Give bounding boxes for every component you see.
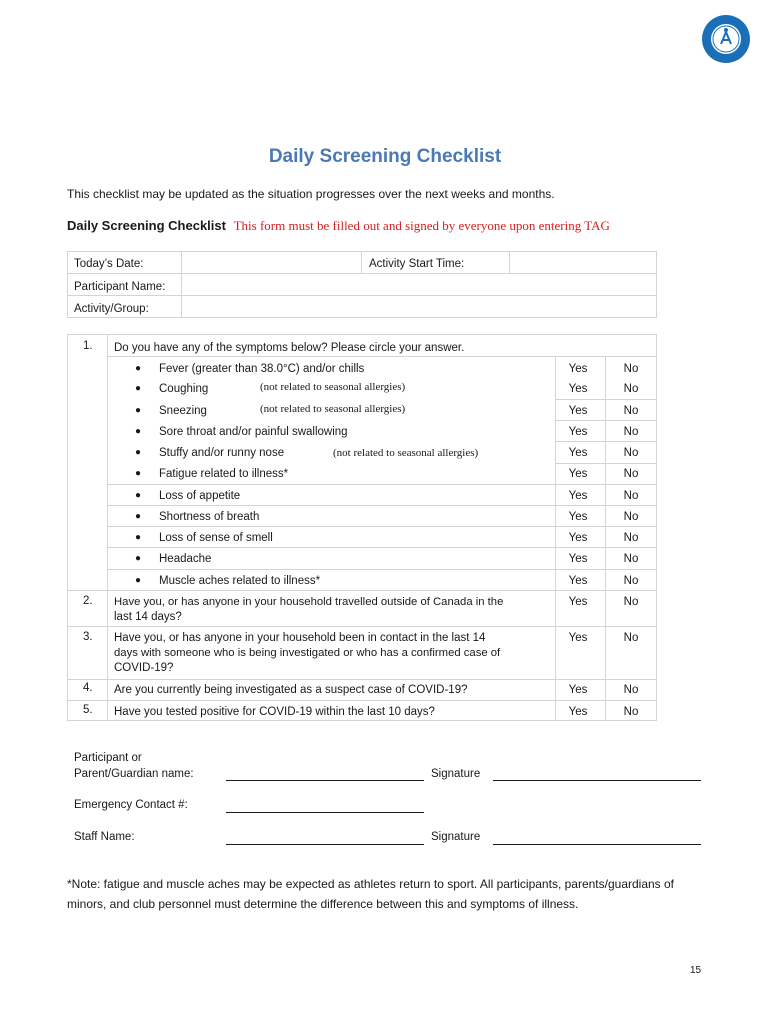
no-option[interactable]: No xyxy=(623,511,639,523)
q4-number: 4. xyxy=(83,682,93,694)
no-option[interactable]: No xyxy=(623,383,639,395)
symptom-label: Loss of sense of smell xyxy=(159,532,273,544)
no-option[interactable]: No xyxy=(623,596,639,608)
q3-number: 3. xyxy=(83,631,93,643)
q1-text: Do you have any of the symptoms below? Please circle your answer. xyxy=(114,342,465,354)
q3-text-line2: days with someone who is being investigated or who has a confirmed case of xyxy=(114,647,501,659)
participant-name-label: Participant Name: xyxy=(74,281,166,293)
q3-text-line1: Have you, or has anyone in your household been in contact in the last 14 xyxy=(114,632,486,644)
yes-option[interactable]: Yes xyxy=(568,511,588,523)
yes-option[interactable]: Yes xyxy=(568,426,588,438)
symptom-label: Stuffy and/or runny nose xyxy=(159,447,285,459)
symptom-label: Shortness of breath xyxy=(159,511,260,523)
no-option[interactable]: No xyxy=(623,684,639,696)
q2-number: 2. xyxy=(83,595,93,607)
symptom-note: (not related to seasonal allergies) xyxy=(260,381,406,393)
no-option[interactable]: No xyxy=(623,575,639,587)
symptom-note: (not related to seasonal allergies) xyxy=(260,403,406,415)
activity-start-time-field[interactable] xyxy=(510,252,656,272)
no-option[interactable]: No xyxy=(623,632,639,644)
symptom-label: Headache xyxy=(159,553,212,565)
participant-label-line2: Parent/Guardian name: xyxy=(74,768,194,780)
emergency-contact-line[interactable] xyxy=(226,812,424,813)
symptom-label: Muscle aches related to illness* xyxy=(159,575,321,587)
yes-option[interactable]: Yes xyxy=(568,532,588,544)
no-option[interactable]: No xyxy=(623,553,639,565)
symptom-note: (not related to seasonal allergies) xyxy=(333,447,479,459)
staff-signature-line[interactable] xyxy=(493,844,701,845)
no-option[interactable]: No xyxy=(623,426,639,438)
activity-start-time-label: Activity Start Time: xyxy=(369,258,465,270)
yes-option[interactable]: Yes xyxy=(568,706,588,718)
symptom-label: Sore throat and/or painful swallowing xyxy=(159,426,348,438)
participant-signature-line[interactable] xyxy=(493,780,701,781)
symptom-label: Coughing xyxy=(159,383,209,395)
todays-date-label: Today’s Date: xyxy=(74,258,144,270)
symptom-label: Fever (greater than 38.0°C) and/or chills xyxy=(159,363,365,375)
q2-text-line1: Have you, or has anyone in your household travelled outside of Canada in the xyxy=(114,596,504,608)
intro-text: This checklist may be updated as the situation progresses over the next weeks and months. xyxy=(67,187,555,201)
yes-option[interactable]: Yes xyxy=(568,468,588,480)
page-title: Daily Screening Checklist xyxy=(268,146,502,167)
subheading-red-notice: This form must be filled out and signed by everyone upon entering TAG xyxy=(233,218,610,233)
yes-option[interactable]: Yes xyxy=(568,553,588,565)
q1-number: 1. xyxy=(83,340,93,352)
symptom-label: Fatigue related to illness* xyxy=(159,468,289,480)
subheading xyxy=(67,218,610,234)
yes-option[interactable]: Yes xyxy=(568,405,588,417)
gymnastics-logo xyxy=(701,14,751,64)
q5-number: 5. xyxy=(83,704,93,716)
yes-option[interactable]: Yes xyxy=(568,363,588,375)
participant-name-line[interactable] xyxy=(226,780,424,781)
participant-name-field[interactable] xyxy=(182,274,656,294)
staff-name-label: Staff Name: xyxy=(74,831,135,843)
q4-text: Are you currently being investigated as a suspect case of COVID-19? xyxy=(114,684,468,696)
no-option[interactable]: No xyxy=(623,490,639,502)
yes-option[interactable]: Yes xyxy=(568,632,588,644)
staff-name-line[interactable] xyxy=(226,844,424,845)
signature-label: Signature xyxy=(431,768,481,780)
page-number: 15 xyxy=(690,965,702,976)
subheading-bold: Daily Screening Checklist xyxy=(67,218,226,233)
yes-option[interactable]: Yes xyxy=(568,596,588,608)
q5-text: Have you tested positive for COVID-19 within the last 10 days? xyxy=(114,706,435,718)
no-option[interactable]: No xyxy=(623,363,639,375)
symptom-label: Sneezing xyxy=(159,405,207,417)
participant-label-line1: Participant or xyxy=(74,752,142,764)
footnote: *Note: fatigue and muscle aches may be expected as athletes return to sport. All participants, parents/guardians of minors, and club personnel must determine the difference between this and symptoms of illness. xyxy=(67,877,675,911)
q2-text-line2: last 14 days? xyxy=(114,611,182,623)
yes-option[interactable]: Yes xyxy=(568,383,588,395)
yes-option[interactable]: Yes xyxy=(568,490,588,502)
symptom-label: Loss of appetite xyxy=(159,490,241,502)
no-option[interactable]: No xyxy=(623,447,639,459)
no-option[interactable]: No xyxy=(623,532,639,544)
activity-group-label: Activity/Group: xyxy=(74,303,149,315)
yes-option[interactable]: Yes xyxy=(568,684,588,696)
yes-option[interactable]: Yes xyxy=(568,447,588,459)
no-option[interactable]: No xyxy=(623,405,639,417)
todays-date-field[interactable] xyxy=(182,252,360,272)
no-option[interactable]: No xyxy=(623,706,639,718)
q3-text-line3: COVID-19? xyxy=(114,662,174,674)
yes-option[interactable]: Yes xyxy=(568,575,588,587)
no-option[interactable]: No xyxy=(623,468,639,480)
emergency-contact-label: Emergency Contact #: xyxy=(74,799,188,811)
activity-group-field[interactable] xyxy=(182,296,656,317)
signature-label: Signature xyxy=(431,831,481,843)
